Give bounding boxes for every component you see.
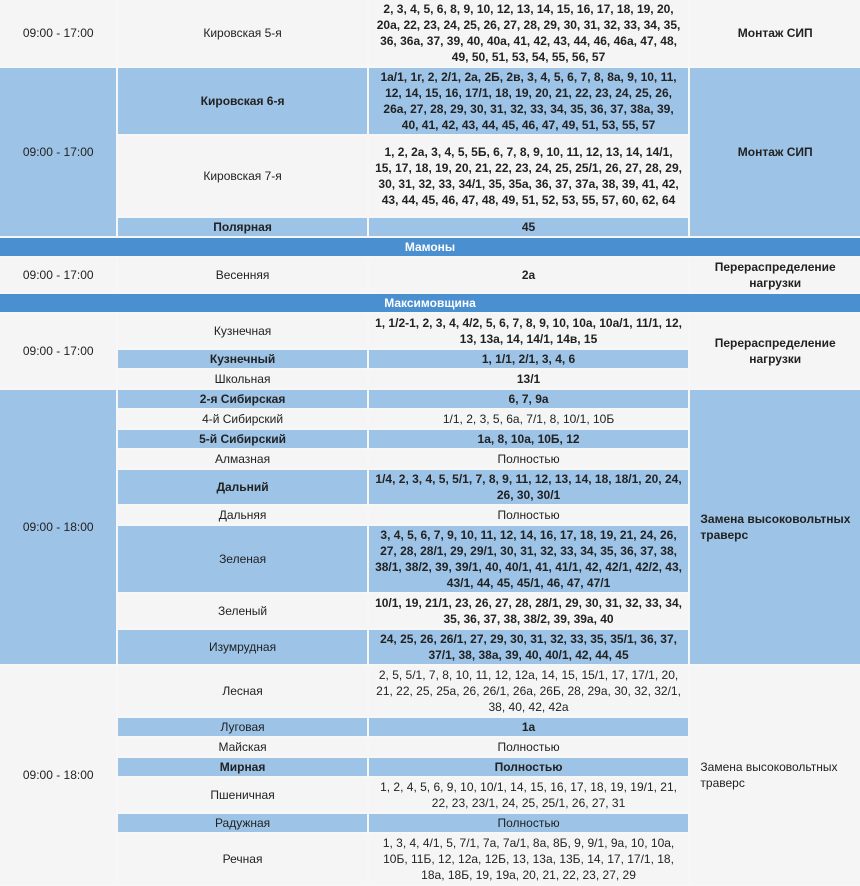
reason-cell: Монтаж СИП xyxy=(690,0,860,66)
street-cell: Мирная xyxy=(118,758,366,776)
houses-cell: 1, 1/2-1, 2, 3, 4, 4/2, 5, 6, 7, 8, 9, 10, 10а, 10а/1, 11/1, 12, 13, 13а, 14, 14/1, 14в, 15 xyxy=(369,314,689,348)
section-header-row xyxy=(0,294,860,312)
street-cell: Пшеничная xyxy=(118,778,366,812)
street-cell: Изумрудная xyxy=(118,630,366,664)
street-cell: Кировская 5-я xyxy=(118,0,366,66)
street-cell: Кировская 7-я xyxy=(118,136,366,216)
street-cell: Зеленый xyxy=(118,594,366,628)
street-cell: Дальний xyxy=(118,470,366,504)
houses-cell: 13/1 xyxy=(369,370,689,388)
street-cell: Весенняя xyxy=(118,258,366,292)
reason-cell: Перераспределение нагрузки xyxy=(690,314,860,388)
street-cell: Речная xyxy=(118,834,366,884)
street-cell: 5-й Сибирский xyxy=(118,430,366,448)
street-cell: Луговая xyxy=(118,718,366,736)
street-cell: 4-й Сибирский xyxy=(118,410,366,428)
table-row xyxy=(0,666,860,716)
houses-cell: Полностью xyxy=(369,758,689,776)
time-cell: 09:00 - 18:00 xyxy=(0,666,116,884)
street-cell: Кузнечная xyxy=(118,314,366,348)
table-row xyxy=(0,390,860,408)
reason-cell: Замена высоковольтных траверс xyxy=(690,390,860,664)
houses-cell: 1/4, 2, 3, 4, 5, 5/1, 7, 8, 9, 11, 12, 13, 14, 18, 18/1, 20, 24, 26, 30, 30/1 xyxy=(369,470,689,504)
time-cell: 09:00 - 17:00 xyxy=(0,0,116,66)
houses-cell: 10/1, 19, 21/1, 23, 26, 27, 28, 28/1, 29, 30, 31, 32, 33, 34, 35, 36, 37, 38, 38/2, 39, 39а, 40 xyxy=(369,594,689,628)
table-row xyxy=(0,0,860,66)
houses-cell: 24, 25, 26, 26/1, 27, 29, 30, 31, 32, 33, 35, 35/1, 36, 37, 37/1, 38, 38а, 39, 40, 40/1, 42, 44, 45 xyxy=(369,630,689,664)
street-cell: Школьная xyxy=(118,370,366,388)
street-cell: Кировская 6-я xyxy=(118,68,366,134)
street-cell: Кузнечный xyxy=(118,350,366,368)
reason-cell: Перераспределение нагрузки xyxy=(690,258,860,292)
section-header-maksimovshchina: Максимовщина xyxy=(0,294,860,312)
houses-cell: 1а/1, 1г, 2, 2/1, 2а, 2Б, 2в, 3, 4, 5, 6, 7, 8, 8а, 9, 10, 11, 12, 14, 15, 16, 17/1, 18, 19, 20, 21, 22, 23, 24, 25, 26, 26а, 27, 28, 29, 30, 31, 32, 33, 34, 35, 36, 37, 38а, 39, 40, 41, 42, 43, 44, 45, 46, 47, 49, 51, 53, 55, 57 xyxy=(369,68,689,134)
houses-cell: 1, 2, 4, 5, 6, 9, 10, 10/1, 14, 15, 16, 17, 18, 19, 19/1, 21, 22, 23, 23/1, 24, 25, 25/1, 26, 27, 31 xyxy=(369,778,689,812)
houses-cell: 1а, 8, 10а, 10Б, 12 xyxy=(369,430,689,448)
houses-cell: 2а xyxy=(369,258,689,292)
time-cell: 09:00 - 17:00 xyxy=(0,68,116,236)
time-cell: 09:00 - 17:00 xyxy=(0,258,116,292)
time-cell: 09:00 - 17:00 xyxy=(0,314,116,388)
houses-cell: 45 xyxy=(369,218,689,236)
street-cell: Лесная xyxy=(118,666,366,716)
street-cell: Зеленая xyxy=(118,526,366,592)
street-cell: Дальняя xyxy=(118,506,366,524)
reason-cell: Замена высоковольтных траверс xyxy=(690,666,860,884)
table-row xyxy=(0,314,860,348)
houses-cell: Полностью xyxy=(369,450,689,468)
table-row xyxy=(0,68,860,134)
section-header-mamony: Мамоны xyxy=(0,238,860,256)
reason-cell: Монтаж СИП xyxy=(690,68,860,236)
houses-cell: 1а xyxy=(369,718,689,736)
houses-cell: 6, 7, 9а xyxy=(369,390,689,408)
street-cell: Алмазная xyxy=(118,450,366,468)
time-cell: 09:00 - 18:00 xyxy=(0,390,116,664)
houses-cell: 1/1, 2, 3, 5, 6а, 7/1, 8, 10/1, 10Б xyxy=(369,410,689,428)
houses-cell: 1, 1/1, 2/1, 3, 4, 6 xyxy=(369,350,689,368)
houses-cell: Полностью xyxy=(369,738,689,756)
street-cell: Майская xyxy=(118,738,366,756)
street-cell: 2-я Сибирская xyxy=(118,390,366,408)
table-row xyxy=(0,258,860,292)
houses-cell: 2, 3, 4, 5, 6, 8, 9, 10, 12, 13, 14, 15, 16, 17, 18, 19, 20, 20а, 22, 23, 24, 25, 26, 27, 28, 29, 30, 31, 32, 33, 34, 35, 36, 36а, 37, 39, 40, 40а, 41, 42, 43, 44, 46, 46а, 47, 48, 49, 50, 51, 53, 54, 55, 56, 57 xyxy=(369,0,689,66)
section-header-row xyxy=(0,238,860,256)
street-cell: Полярная xyxy=(118,218,366,236)
houses-cell: Полностью xyxy=(369,814,689,832)
houses-cell: Полностью xyxy=(369,506,689,524)
houses-cell: 1, 3, 4, 4/1, 5, 7/1, 7а, 7а/1, 8а, 8Б, 9, 9/1, 9а, 10, 10а, 10Б, 11Б, 12, 12а, 12Б, 13, 13а, 13Б, 14, 17, 17/1, 18, 18а, 18Б, 19, 19а, 20, 21, 22, 23, 27, 29 xyxy=(369,834,689,884)
street-cell: Радужная xyxy=(118,814,366,832)
houses-cell: 2, 5, 5/1, 7, 8, 10, 11, 12, 12а, 14, 15, 15/1, 17, 17/1, 20, 21, 22, 25, 25а, 26, 26/1, 26а, 26Б, 28, 29а, 30, 32, 32/1, 38, 40, 42, 42а xyxy=(369,666,689,716)
houses-cell: 3, 4, 5, 6, 7, 9, 10, 11, 12, 14, 16, 17, 18, 19, 21, 24, 26, 27, 28, 28/1, 29, 29/1, 30, 31, 32, 33, 34, 35, 36, 37, 38, 38/1, 38/2, 39, 39/1, 40, 40/1, 41, 41/1, 42, 42/1, 42/2, 43, 43/1, 44, 45, 45/1, 46, 47, 47/1 xyxy=(369,526,689,592)
houses-cell: 1, 2, 2а, 3, 4, 5, 5Б, 6, 7, 8, 9, 10, 11, 12, 13, 14, 14/1, 15, 17, 18, 19, 20, 21, 22, 23, 24, 25, 25/1, 26, 27, 28, 29, 30, 31, 32, 33, 34/1, 35, 35а, 36, 37, 37а, 38, 39, 41, 42, 43, 44, 45, 46, 47, 48, 49, 51, 52, 53, 55, 57, 60, 62, 64 xyxy=(369,136,689,216)
